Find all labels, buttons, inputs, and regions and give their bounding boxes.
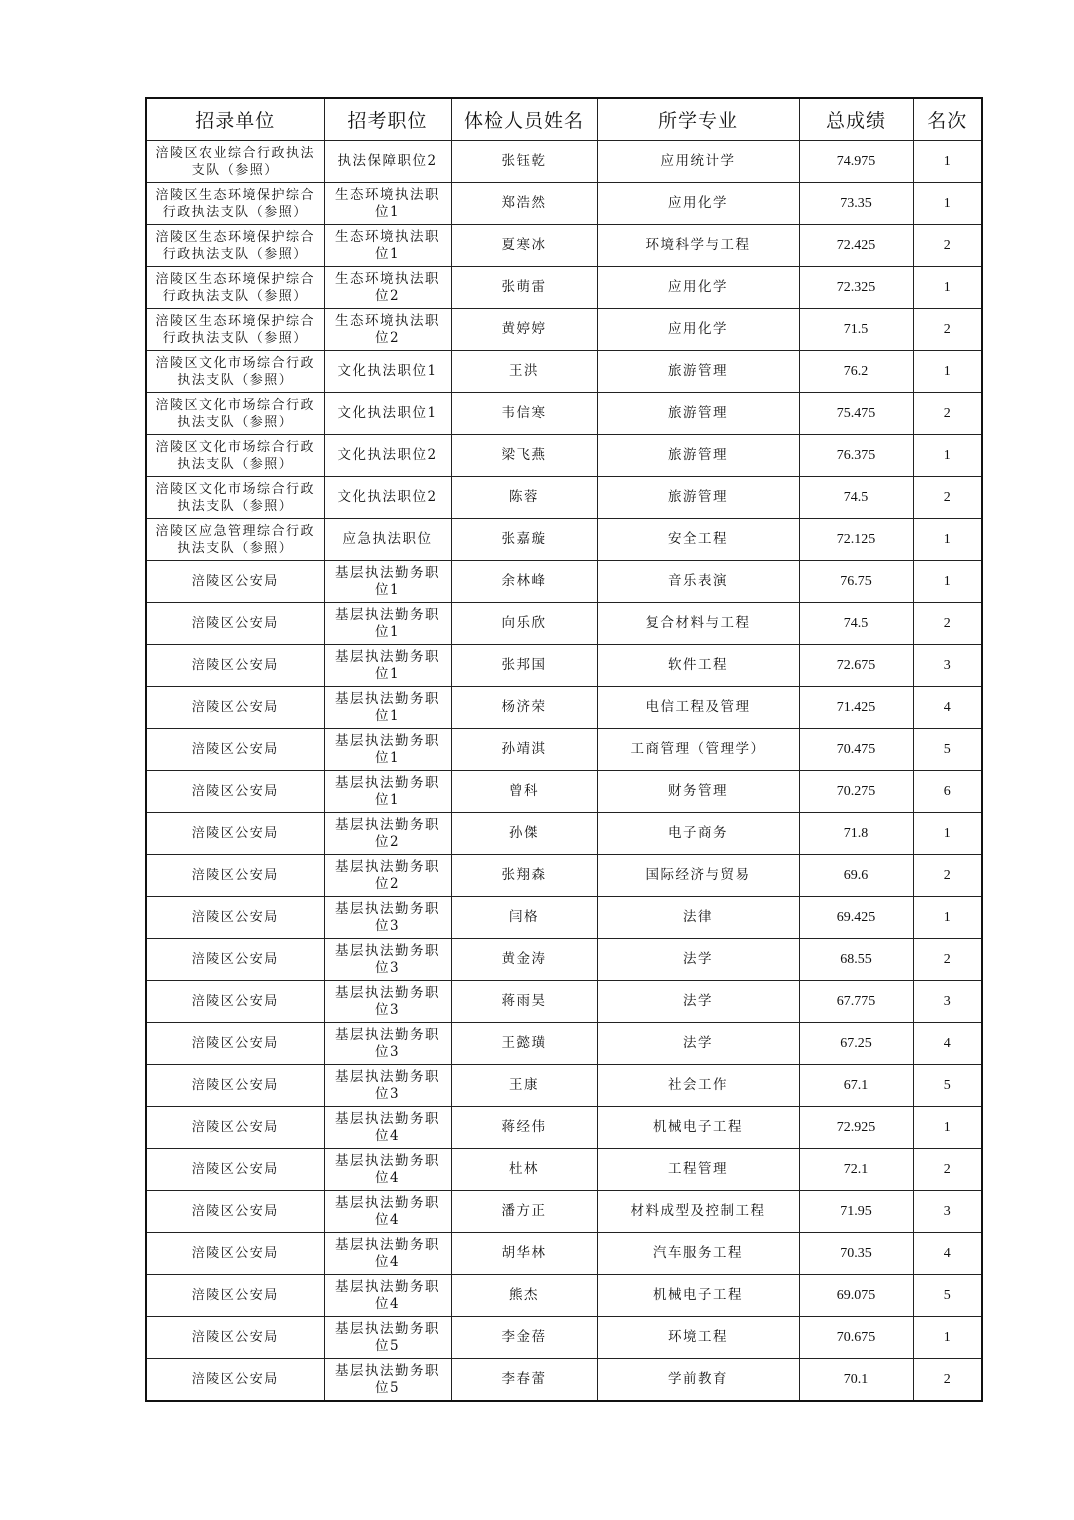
cell-unit: 涪陵区生态环境保护综合行政执法支队（参照） (146, 225, 324, 267)
cell-unit: 涪陵区生态环境保护综合行政执法支队（参照） (146, 309, 324, 351)
cell-unit: 涪陵区公安局 (146, 1191, 324, 1233)
table-row (146, 981, 982, 1023)
cell-position: 基层执法勤务职位1 (324, 771, 451, 813)
cell-score: 74.975 (799, 141, 913, 183)
header-position: 招考职位 (324, 98, 451, 141)
cell-major: 应用化学 (597, 267, 799, 309)
cell-unit: 涪陵区生态环境保护综合行政执法支队（参照） (146, 267, 324, 309)
cell-score: 74.5 (799, 477, 913, 519)
cell-score: 72.325 (799, 267, 913, 309)
table-row (146, 603, 982, 645)
table-row (146, 225, 982, 267)
cell-position: 基层执法勤务职位2 (324, 813, 451, 855)
cell-rank: 1 (913, 561, 982, 603)
cell-position: 文化执法职位2 (324, 477, 451, 519)
cell-score: 71.95 (799, 1191, 913, 1233)
cell-rank: 2 (913, 1359, 982, 1402)
cell-name: 张邦国 (451, 645, 597, 687)
table-body (146, 141, 982, 1402)
cell-major: 工程管理 (597, 1149, 799, 1191)
cell-name: 蒋雨昊 (451, 981, 597, 1023)
table-row (146, 393, 982, 435)
cell-rank: 1 (913, 141, 982, 183)
cell-rank: 3 (913, 645, 982, 687)
cell-score: 74.5 (799, 603, 913, 645)
cell-major: 汽车服务工程 (597, 1233, 799, 1275)
cell-position: 基层执法勤务职位1 (324, 729, 451, 771)
table-row (146, 855, 982, 897)
cell-score: 75.475 (799, 393, 913, 435)
cell-unit: 涪陵区公安局 (146, 771, 324, 813)
cell-major: 材料成型及控制工程 (597, 1191, 799, 1233)
cell-unit: 涪陵区公安局 (146, 981, 324, 1023)
cell-major: 学前教育 (597, 1359, 799, 1402)
table-row (146, 309, 982, 351)
cell-major: 环境科学与工程 (597, 225, 799, 267)
cell-rank: 1 (913, 813, 982, 855)
cell-score: 72.675 (799, 645, 913, 687)
cell-score: 67.25 (799, 1023, 913, 1065)
cell-name: 郑浩然 (451, 183, 597, 225)
cell-name: 韦信寒 (451, 393, 597, 435)
cell-rank: 5 (913, 1065, 982, 1107)
table-row (146, 1107, 982, 1149)
cell-position: 基层执法勤务职位4 (324, 1149, 451, 1191)
header-unit: 招录单位 (146, 98, 324, 141)
cell-unit: 涪陵区公安局 (146, 1107, 324, 1149)
cell-unit: 涪陵区公安局 (146, 855, 324, 897)
cell-unit: 涪陵区公安局 (146, 939, 324, 981)
table-row (146, 351, 982, 393)
table-row (146, 687, 982, 729)
cell-position: 生态环境执法职位1 (324, 225, 451, 267)
cell-position: 基层执法勤务职位1 (324, 561, 451, 603)
candidate-table (145, 97, 983, 1402)
cell-score: 72.1 (799, 1149, 913, 1191)
cell-score: 72.925 (799, 1107, 913, 1149)
cell-unit: 涪陵区应急管理综合行政执法支队（参照） (146, 519, 324, 561)
cell-name: 熊杰 (451, 1275, 597, 1317)
cell-rank: 1 (913, 267, 982, 309)
header-major: 所学专业 (597, 98, 799, 141)
cell-position: 基层执法勤务职位4 (324, 1275, 451, 1317)
cell-position: 基层执法勤务职位3 (324, 897, 451, 939)
cell-unit: 涪陵区公安局 (146, 603, 324, 645)
cell-score: 68.55 (799, 939, 913, 981)
cell-name: 王洪 (451, 351, 597, 393)
cell-score: 69.075 (799, 1275, 913, 1317)
cell-major: 法学 (597, 1023, 799, 1065)
table-row (146, 645, 982, 687)
cell-name: 闫格 (451, 897, 597, 939)
cell-position: 基层执法勤务职位4 (324, 1107, 451, 1149)
cell-name: 曾科 (451, 771, 597, 813)
cell-major: 国际经济与贸易 (597, 855, 799, 897)
cell-name: 黄婷婷 (451, 309, 597, 351)
cell-name: 张嘉璇 (451, 519, 597, 561)
cell-name: 蒋经伟 (451, 1107, 597, 1149)
cell-rank: 5 (913, 1275, 982, 1317)
cell-major: 应用化学 (597, 183, 799, 225)
cell-position: 基层执法勤务职位3 (324, 1065, 451, 1107)
cell-name: 夏寒冰 (451, 225, 597, 267)
table-row (146, 1359, 982, 1402)
cell-score: 76.2 (799, 351, 913, 393)
cell-unit: 涪陵区公安局 (146, 1023, 324, 1065)
table-row (146, 519, 982, 561)
cell-position: 基层执法勤务职位1 (324, 603, 451, 645)
cell-position: 基层执法勤务职位1 (324, 645, 451, 687)
header-name: 体检人员姓名 (451, 98, 597, 141)
cell-score: 76.375 (799, 435, 913, 477)
cell-name: 李金蓓 (451, 1317, 597, 1359)
table-row (146, 1149, 982, 1191)
cell-unit: 涪陵区文化市场综合行政执法支队（参照） (146, 477, 324, 519)
cell-unit: 涪陵区农业综合行政执法支队（参照） (146, 141, 324, 183)
cell-unit: 涪陵区公安局 (146, 897, 324, 939)
cell-unit: 涪陵区文化市场综合行政执法支队（参照） (146, 435, 324, 477)
cell-score: 70.35 (799, 1233, 913, 1275)
cell-score: 69.6 (799, 855, 913, 897)
cell-position: 生态环境执法职位2 (324, 267, 451, 309)
cell-score: 71.8 (799, 813, 913, 855)
table-row (146, 729, 982, 771)
header-score: 总成绩 (799, 98, 913, 141)
cell-unit: 涪陵区公安局 (146, 687, 324, 729)
table-row (146, 1275, 982, 1317)
cell-score: 70.675 (799, 1317, 913, 1359)
cell-rank: 2 (913, 477, 982, 519)
cell-name: 陈蓉 (451, 477, 597, 519)
cell-major: 法学 (597, 981, 799, 1023)
cell-score: 67.1 (799, 1065, 913, 1107)
cell-rank: 1 (913, 897, 982, 939)
cell-name: 向乐欣 (451, 603, 597, 645)
cell-rank: 2 (913, 939, 982, 981)
cell-unit: 涪陵区公安局 (146, 813, 324, 855)
cell-major: 法律 (597, 897, 799, 939)
cell-major: 旅游管理 (597, 477, 799, 519)
cell-score: 73.35 (799, 183, 913, 225)
cell-score: 70.275 (799, 771, 913, 813)
cell-position: 基层执法勤务职位3 (324, 981, 451, 1023)
cell-score: 69.425 (799, 897, 913, 939)
cell-score: 70.475 (799, 729, 913, 771)
cell-score: 70.1 (799, 1359, 913, 1402)
cell-score: 72.125 (799, 519, 913, 561)
cell-name: 张钰乾 (451, 141, 597, 183)
cell-rank: 3 (913, 1191, 982, 1233)
cell-rank: 4 (913, 1023, 982, 1065)
cell-unit: 涪陵区公安局 (146, 1359, 324, 1402)
cell-name: 杜林 (451, 1149, 597, 1191)
cell-major: 法学 (597, 939, 799, 981)
cell-major: 应用统计学 (597, 141, 799, 183)
table-row (146, 267, 982, 309)
cell-rank: 2 (913, 309, 982, 351)
cell-rank: 1 (913, 1317, 982, 1359)
table-row (146, 435, 982, 477)
cell-major: 工商管理（管理学） (597, 729, 799, 771)
cell-major: 音乐表演 (597, 561, 799, 603)
cell-position: 基层执法勤务职位4 (324, 1191, 451, 1233)
cell-major: 应用化学 (597, 309, 799, 351)
table-row (146, 1023, 982, 1065)
cell-name: 胡华林 (451, 1233, 597, 1275)
cell-rank: 1 (913, 435, 982, 477)
header-rank: 名次 (913, 98, 982, 141)
cell-major: 复合材料与工程 (597, 603, 799, 645)
cell-major: 财务管理 (597, 771, 799, 813)
cell-name: 王懿璜 (451, 1023, 597, 1065)
table-row (146, 939, 982, 981)
cell-major: 环境工程 (597, 1317, 799, 1359)
cell-major: 旅游管理 (597, 351, 799, 393)
cell-position: 文化执法职位1 (324, 351, 451, 393)
cell-rank: 1 (913, 519, 982, 561)
cell-position: 基层执法勤务职位2 (324, 855, 451, 897)
cell-major: 电子商务 (597, 813, 799, 855)
cell-major: 社会工作 (597, 1065, 799, 1107)
table-row (146, 771, 982, 813)
cell-name: 孙靖淇 (451, 729, 597, 771)
cell-unit: 涪陵区公安局 (146, 729, 324, 771)
cell-name: 张翔森 (451, 855, 597, 897)
cell-position: 基层执法勤务职位3 (324, 939, 451, 981)
cell-name: 潘方正 (451, 1191, 597, 1233)
cell-score: 72.425 (799, 225, 913, 267)
cell-rank: 2 (913, 855, 982, 897)
cell-name: 李春蕾 (451, 1359, 597, 1402)
cell-major: 机械电子工程 (597, 1275, 799, 1317)
cell-position: 生态环境执法职位1 (324, 183, 451, 225)
cell-major: 机械电子工程 (597, 1107, 799, 1149)
cell-name: 张萌雷 (451, 267, 597, 309)
cell-unit: 涪陵区公安局 (146, 1149, 324, 1191)
cell-rank: 5 (913, 729, 982, 771)
cell-rank: 1 (913, 351, 982, 393)
cell-unit: 涪陵区公安局 (146, 645, 324, 687)
table-row (146, 897, 982, 939)
cell-name: 孙傑 (451, 813, 597, 855)
cell-position: 基层执法勤务职位1 (324, 687, 451, 729)
cell-rank: 6 (913, 771, 982, 813)
cell-unit: 涪陵区公安局 (146, 1065, 324, 1107)
cell-rank: 4 (913, 687, 982, 729)
cell-name: 梁飞燕 (451, 435, 597, 477)
table-row (146, 1065, 982, 1107)
cell-name: 杨济荣 (451, 687, 597, 729)
cell-rank: 3 (913, 981, 982, 1023)
cell-unit: 涪陵区生态环境保护综合行政执法支队（参照） (146, 183, 324, 225)
cell-position: 基层执法勤务职位5 (324, 1317, 451, 1359)
cell-position: 应急执法职位 (324, 519, 451, 561)
cell-unit: 涪陵区文化市场综合行政执法支队（参照） (146, 393, 324, 435)
cell-rank: 2 (913, 393, 982, 435)
table-row (146, 1191, 982, 1233)
cell-name: 黄金涛 (451, 939, 597, 981)
cell-rank: 2 (913, 1149, 982, 1191)
cell-position: 文化执法职位2 (324, 435, 451, 477)
cell-position: 基层执法勤务职位4 (324, 1233, 451, 1275)
cell-major: 旅游管理 (597, 393, 799, 435)
cell-rank: 2 (913, 225, 982, 267)
cell-position: 基层执法勤务职位3 (324, 1023, 451, 1065)
cell-major: 旅游管理 (597, 435, 799, 477)
cell-position: 基层执法勤务职位5 (324, 1359, 451, 1402)
cell-unit: 涪陵区公安局 (146, 1317, 324, 1359)
cell-name: 王康 (451, 1065, 597, 1107)
table-row (146, 183, 982, 225)
cell-rank: 1 (913, 1107, 982, 1149)
cell-major: 软件工程 (597, 645, 799, 687)
cell-unit: 涪陵区公安局 (146, 1275, 324, 1317)
table-row (146, 813, 982, 855)
table-row (146, 1317, 982, 1359)
cell-major: 电信工程及管理 (597, 687, 799, 729)
table-header-row (146, 98, 982, 141)
table-row (146, 477, 982, 519)
cell-position: 执法保障职位2 (324, 141, 451, 183)
cell-position: 文化执法职位1 (324, 393, 451, 435)
cell-score: 76.75 (799, 561, 913, 603)
table-row (146, 141, 982, 183)
cell-rank: 1 (913, 183, 982, 225)
cell-major: 安全工程 (597, 519, 799, 561)
cell-position: 生态环境执法职位2 (324, 309, 451, 351)
cell-score: 71.425 (799, 687, 913, 729)
table-row (146, 561, 982, 603)
cell-unit: 涪陵区公安局 (146, 1233, 324, 1275)
cell-unit: 涪陵区公安局 (146, 561, 324, 603)
cell-name: 余林峰 (451, 561, 597, 603)
table-row (146, 1233, 982, 1275)
cell-unit: 涪陵区文化市场综合行政执法支队（参照） (146, 351, 324, 393)
cell-rank: 4 (913, 1233, 982, 1275)
cell-score: 71.5 (799, 309, 913, 351)
cell-score: 67.775 (799, 981, 913, 1023)
cell-rank: 2 (913, 603, 982, 645)
